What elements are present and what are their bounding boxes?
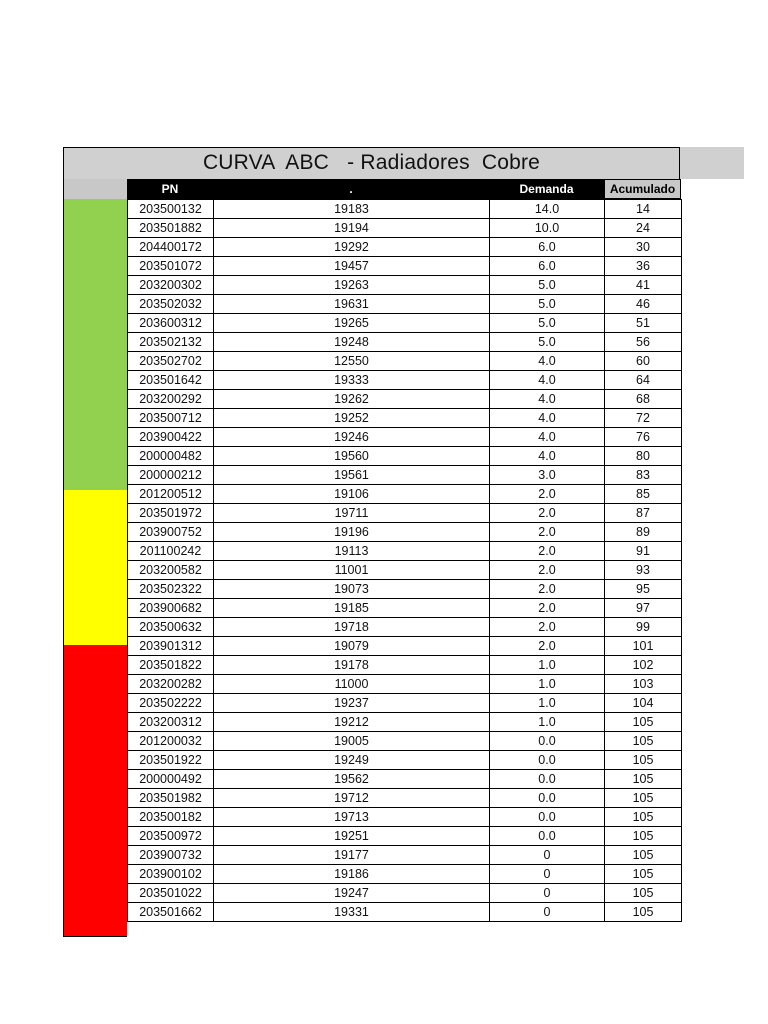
cell-pn: 203501972 — [128, 504, 214, 523]
cell-code: 11000 — [214, 675, 490, 694]
cell-code: 19194 — [214, 219, 490, 238]
table-row — [128, 238, 682, 257]
cell-pn: 203500632 — [128, 618, 214, 637]
cell-acumulado: 91 — [605, 542, 682, 561]
cell-pn: 203200312 — [128, 713, 214, 732]
cell-code: 19562 — [214, 770, 490, 789]
table-row — [128, 219, 682, 238]
cell-code: 12550 — [214, 352, 490, 371]
cell-demanda: 5.0 — [490, 314, 605, 333]
cell-acumulado: 105 — [605, 770, 682, 789]
cell-pn: 203200302 — [128, 276, 214, 295]
cell-acumulado: 80 — [605, 447, 682, 466]
cell-code: 19196 — [214, 523, 490, 542]
cell-demanda: 2.0 — [490, 618, 605, 637]
cell-demanda: 0.0 — [490, 808, 605, 827]
table-row — [128, 903, 682, 922]
table-row — [128, 732, 682, 751]
cell-acumulado: 30 — [605, 238, 682, 257]
cell-demanda: 1.0 — [490, 694, 605, 713]
cell-code: 19185 — [214, 599, 490, 618]
cell-acumulado: 87 — [605, 504, 682, 523]
cell-acumulado: 105 — [605, 751, 682, 770]
cell-code: 19560 — [214, 447, 490, 466]
cell-demanda: 10.0 — [490, 219, 605, 238]
cell-demanda: 4.0 — [490, 447, 605, 466]
table-row — [128, 675, 682, 694]
cell-acumulado: 105 — [605, 789, 682, 808]
cell-demanda: 2.0 — [490, 599, 605, 618]
table-row — [128, 884, 682, 903]
cell-pn: 203500712 — [128, 409, 214, 428]
cell-demanda: 1.0 — [490, 713, 605, 732]
cell-demanda: 6.0 — [490, 238, 605, 257]
cell-demanda: 4.0 — [490, 371, 605, 390]
cell-acumulado: 105 — [605, 846, 682, 865]
cell-code: 19331 — [214, 903, 490, 922]
cell-pn: 203502702 — [128, 352, 214, 371]
band-bottom-border — [63, 936, 127, 937]
cell-pn: 204400172 — [128, 238, 214, 257]
table-row — [128, 447, 682, 466]
table-row — [128, 485, 682, 504]
cell-demanda: 0.0 — [490, 789, 605, 808]
cell-pn: 201100242 — [128, 542, 214, 561]
table-row — [128, 846, 682, 865]
cell-pn: 203500972 — [128, 827, 214, 846]
cell-demanda: 5.0 — [490, 295, 605, 314]
cell-acumulado: 68 — [605, 390, 682, 409]
cell-code: 19251 — [214, 827, 490, 846]
cell-demanda: 5.0 — [490, 333, 605, 352]
cell-pn: 200000212 — [128, 466, 214, 485]
cell-code: 19631 — [214, 295, 490, 314]
cell-demanda: 0.0 — [490, 770, 605, 789]
cell-acumulado: 72 — [605, 409, 682, 428]
table-row — [128, 333, 682, 352]
header-dot: . — [213, 179, 489, 199]
table-row — [128, 371, 682, 390]
cell-demanda: 6.0 — [490, 257, 605, 276]
cell-acumulado: 41 — [605, 276, 682, 295]
cell-pn: 201200032 — [128, 732, 214, 751]
cell-pn: 203200282 — [128, 675, 214, 694]
cell-code: 19249 — [214, 751, 490, 770]
cell-demanda: 2.0 — [490, 580, 605, 599]
cell-pn: 203200292 — [128, 390, 214, 409]
cell-code: 19178 — [214, 656, 490, 675]
cell-code: 19113 — [214, 542, 490, 561]
cell-pn: 203900102 — [128, 865, 214, 884]
cell-pn: 203501882 — [128, 219, 214, 238]
table-row — [128, 466, 682, 485]
table-row — [128, 504, 682, 523]
cell-acumulado: 104 — [605, 694, 682, 713]
cell-demanda: 2.0 — [490, 561, 605, 580]
cell-code: 19265 — [214, 314, 490, 333]
table-row — [128, 618, 682, 637]
table-row — [128, 637, 682, 656]
cell-acumulado: 24 — [605, 219, 682, 238]
cell-acumulado: 103 — [605, 675, 682, 694]
table-row — [128, 295, 682, 314]
cell-acumulado: 102 — [605, 656, 682, 675]
cell-code: 19186 — [214, 865, 490, 884]
cell-acumulado: 101 — [605, 637, 682, 656]
abc-band-c — [63, 645, 127, 936]
cell-acumulado: 105 — [605, 865, 682, 884]
cell-acumulado: 56 — [605, 333, 682, 352]
table-row — [128, 751, 682, 770]
cell-demanda: 0 — [490, 846, 605, 865]
abc-band-b — [63, 490, 127, 645]
cell-demanda: 0 — [490, 884, 605, 903]
cell-pn: 203901312 — [128, 637, 214, 656]
cell-demanda: 0.0 — [490, 732, 605, 751]
header-spacer — [63, 179, 127, 199]
cell-pn: 203200582 — [128, 561, 214, 580]
cell-pn: 203501642 — [128, 371, 214, 390]
cell-pn: 203600312 — [128, 314, 214, 333]
cell-code: 19177 — [214, 846, 490, 865]
cell-code: 19212 — [214, 713, 490, 732]
cell-pn: 203501922 — [128, 751, 214, 770]
cell-demanda: 4.0 — [490, 390, 605, 409]
cell-code: 19711 — [214, 504, 490, 523]
cell-code: 19561 — [214, 466, 490, 485]
cell-demanda: 4.0 — [490, 428, 605, 447]
abc-band-a — [63, 199, 127, 490]
cell-code: 19457 — [214, 257, 490, 276]
title-bar-extension — [680, 147, 744, 179]
table-row — [128, 200, 682, 219]
cell-code: 19079 — [214, 637, 490, 656]
table-row — [128, 276, 682, 295]
table-row — [128, 808, 682, 827]
cell-code: 19106 — [214, 485, 490, 504]
table-row — [128, 770, 682, 789]
cell-acumulado: 105 — [605, 713, 682, 732]
table-row — [128, 865, 682, 884]
cell-code: 11001 — [214, 561, 490, 580]
cell-pn: 203900422 — [128, 428, 214, 447]
header-pn: PN — [127, 179, 213, 199]
cell-pn: 200000492 — [128, 770, 214, 789]
cell-code: 19005 — [214, 732, 490, 751]
cell-demanda: 2.0 — [490, 523, 605, 542]
cell-code: 19248 — [214, 333, 490, 352]
cell-pn: 203900752 — [128, 523, 214, 542]
cell-acumulado: 89 — [605, 523, 682, 542]
cell-code: 19263 — [214, 276, 490, 295]
table-row — [128, 257, 682, 276]
table-row — [128, 694, 682, 713]
cell-acumulado: 51 — [605, 314, 682, 333]
cell-pn: 203502322 — [128, 580, 214, 599]
table-row — [128, 656, 682, 675]
cell-acumulado: 76 — [605, 428, 682, 447]
cell-acumulado: 85 — [605, 485, 682, 504]
table-row — [128, 599, 682, 618]
cell-demanda: 2.0 — [490, 542, 605, 561]
cell-pn: 203900682 — [128, 599, 214, 618]
cell-acumulado: 105 — [605, 808, 682, 827]
table-row — [128, 713, 682, 732]
cell-pn: 203501822 — [128, 656, 214, 675]
table-row — [128, 523, 682, 542]
cell-demanda: 5.0 — [490, 276, 605, 295]
cell-pn: 200000482 — [128, 447, 214, 466]
cell-acumulado: 46 — [605, 295, 682, 314]
cell-demanda: 2.0 — [490, 485, 605, 504]
cell-pn: 203500182 — [128, 808, 214, 827]
table-row — [128, 561, 682, 580]
table-row — [128, 580, 682, 599]
cell-acumulado: 14 — [605, 200, 682, 219]
table-row — [128, 428, 682, 447]
table-row — [128, 827, 682, 846]
cell-demanda: 14.0 — [490, 200, 605, 219]
cell-acumulado: 36 — [605, 257, 682, 276]
table-row — [128, 314, 682, 333]
cell-acumulado: 95 — [605, 580, 682, 599]
table-row — [128, 390, 682, 409]
cell-pn: 203501072 — [128, 257, 214, 276]
cell-pn: 201200512 — [128, 485, 214, 504]
cell-demanda: 0 — [490, 903, 605, 922]
cell-code: 19292 — [214, 238, 490, 257]
cell-acumulado: 60 — [605, 352, 682, 371]
cell-code: 19713 — [214, 808, 490, 827]
cell-code: 19073 — [214, 580, 490, 599]
cell-code: 19252 — [214, 409, 490, 428]
cell-acumulado: 105 — [605, 884, 682, 903]
cell-pn: 203502032 — [128, 295, 214, 314]
cell-demanda: 4.0 — [490, 352, 605, 371]
cell-demanda: 0 — [490, 865, 605, 884]
table-row — [128, 542, 682, 561]
cell-pn: 203502222 — [128, 694, 214, 713]
sheet-title: CURVA ABC - Radiadores Cobre — [202, 151, 541, 174]
cell-acumulado: 83 — [605, 466, 682, 485]
cell-demanda: 0.0 — [490, 751, 605, 770]
cell-code: 19246 — [214, 428, 490, 447]
cell-pn: 203900732 — [128, 846, 214, 865]
cell-code: 19183 — [214, 200, 490, 219]
cell-acumulado: 105 — [605, 732, 682, 751]
cell-demanda: 2.0 — [490, 504, 605, 523]
cell-demanda: 2.0 — [490, 637, 605, 656]
cell-demanda: 3.0 — [490, 466, 605, 485]
cell-acumulado: 97 — [605, 599, 682, 618]
cell-demanda: 0.0 — [490, 827, 605, 846]
cell-code: 19237 — [214, 694, 490, 713]
cell-code: 19333 — [214, 371, 490, 390]
cell-pn: 203500132 — [128, 200, 214, 219]
cell-demanda: 1.0 — [490, 656, 605, 675]
abc-table — [127, 199, 682, 922]
cell-code: 19712 — [214, 789, 490, 808]
cell-acumulado: 105 — [605, 827, 682, 846]
header-demanda: Demanda — [489, 179, 604, 199]
header-acumulado: Acumulado — [604, 179, 681, 199]
cell-demanda: 1.0 — [490, 675, 605, 694]
cell-acumulado: 99 — [605, 618, 682, 637]
cell-pn: 203501662 — [128, 903, 214, 922]
cell-code: 19262 — [214, 390, 490, 409]
cell-acumulado: 105 — [605, 903, 682, 922]
cell-acumulado: 64 — [605, 371, 682, 390]
cell-acumulado: 93 — [605, 561, 682, 580]
table-row — [128, 352, 682, 371]
cell-pn: 203502132 — [128, 333, 214, 352]
cell-pn: 203501022 — [128, 884, 214, 903]
cell-code: 19247 — [214, 884, 490, 903]
table-row — [128, 409, 682, 428]
table-row — [128, 789, 682, 808]
cell-pn: 203501982 — [128, 789, 214, 808]
cell-demanda: 4.0 — [490, 409, 605, 428]
cell-code: 19718 — [214, 618, 490, 637]
